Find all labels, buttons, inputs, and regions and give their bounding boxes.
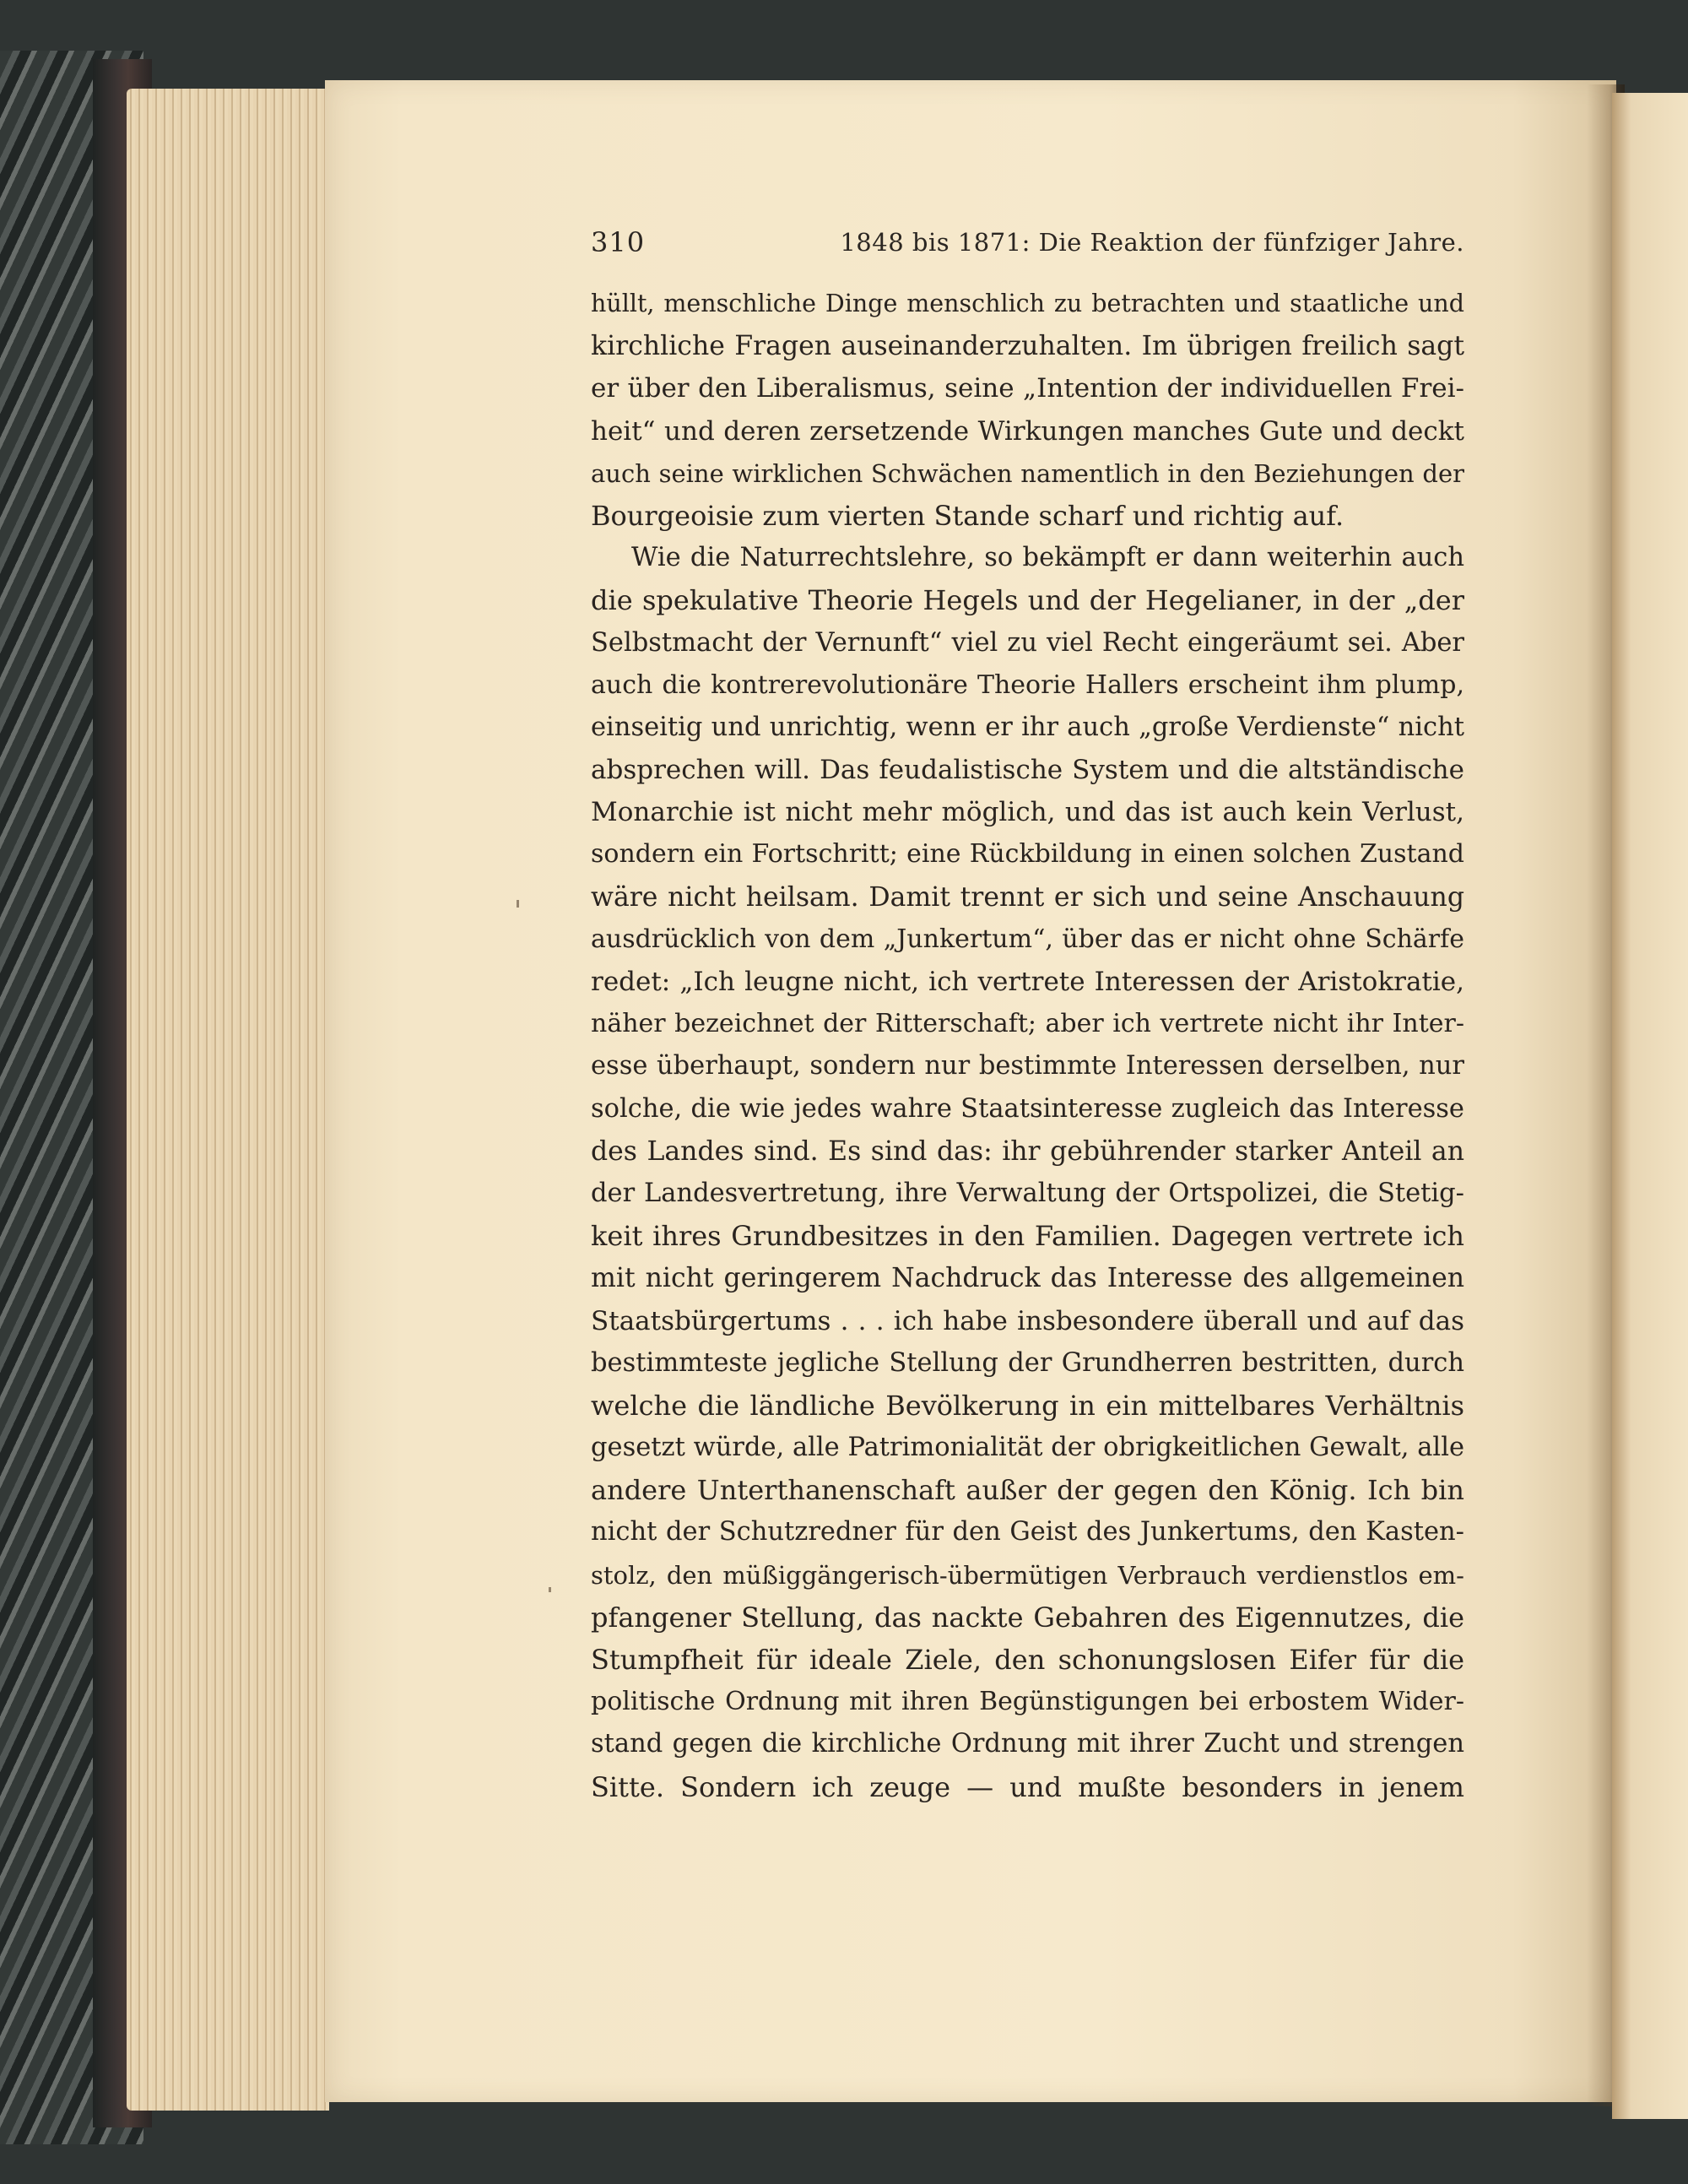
text-line: solche, die wie jedes wahre Staatsinteresse zugleich das Interesse	[591, 1093, 1464, 1124]
text-line: nicht der Schutzredner für den Geist des Junkertums, den Kasten-	[591, 1517, 1464, 1547]
text-line: sondern ein Fortschritt; eine Rückbildung in einen solchen Zustand	[591, 839, 1464, 870]
text-line: wäre nicht heilsam. Damit trennt er sich und seine Anschauung	[591, 881, 1464, 913]
text-line: Selbstmacht der Vernunft“ viel zu viel Recht eingeräumt sei. Aber	[591, 627, 1464, 658]
page-number: 310	[591, 226, 646, 258]
running-head-title: 1848 bis 1871: Die Reaktion der fünfziger Jahre.	[840, 228, 1464, 257]
text-line: kirchliche Fragen auseinanderzuhalten. Im übrigen freilich sagt	[591, 331, 1464, 362]
page-stack-edges	[127, 89, 329, 2111]
text-line: hüllt, menschliche Dinge menschlich zu betrachten und staatliche und	[591, 290, 1464, 317]
text-line: gesetzt würde, alle Patrimonialität der obrigkeitlichen Gewalt, alle	[591, 1433, 1464, 1463]
text-line: Staatsbürgertums . . . ich habe insbesondere überall und auf das	[591, 1305, 1464, 1336]
text-line: Sitte. Sondern ich zeuge — und mußte besonders in jenem	[591, 1770, 1464, 1803]
text-line: Monarchie ist nicht mehr möglich, und das ist auch kein Verlust,	[591, 797, 1464, 828]
text-line: mit nicht geringerem Nachdruck das Interesse des allgemeinen	[591, 1263, 1464, 1294]
text-line: stand gegen die kirchliche Ordnung mit ihrer Zucht und strengen	[591, 1729, 1464, 1759]
text-line: näher bezeichnet der Ritterschaft; aber ich vertrete nicht ihr Inter-	[591, 1009, 1464, 1039]
text-line: esse überhaupt, sondern nur bestimmte Interessen derselben, nur	[591, 1051, 1464, 1081]
text-line: politische Ordnung mit ihren Begünstigungen bei erbostem Wider-	[591, 1687, 1464, 1717]
paper-speck	[549, 1587, 551, 1592]
text-line: stolz, den müßiggängerisch-übermütigen Verbrauch verdienstlos em-	[591, 1560, 1464, 1590]
text-line: heit“ und deren zersetzende Wirkungen manches Gute und deckt	[591, 415, 1464, 447]
body-text	[591, 283, 1464, 1808]
text-line: der Landesvertretung, ihre Verwaltung der Ortspolizei, die Stetig-	[591, 1178, 1464, 1208]
text-line: Bourgeoisie zum vierten Stande scharf und richtig auf.	[591, 499, 1344, 532]
text-line: bestimmteste jegliche Stellung der Grundherren bestritten, durch	[591, 1347, 1464, 1378]
text-line: redet: „Ich leugne nicht, ich vertrete Interessen der Aristokratie,	[591, 967, 1464, 997]
text-line: des Landes sind. Es sind das: ihr gebührender starker Anteil an	[591, 1135, 1464, 1167]
text-line: einseitig und unrichtig, wenn er ihr auch „große Verdienste“ nicht	[591, 712, 1464, 742]
text-line: pfangener Stellung, das nackte Gebahren des Eigennutzes, die	[591, 1601, 1464, 1634]
text-line: Wie die Naturrechtslehre, so bekämpft er dann weiterhin auch	[631, 543, 1464, 573]
text-line: Stumpfheit für ideale Ziele, den schonungslosen Eifer für die	[591, 1644, 1464, 1676]
running-head	[591, 221, 1464, 263]
facing-page-edge	[1612, 93, 1688, 2119]
text-line: absprechen will. Das feudalistische System und die altständische	[591, 755, 1464, 786]
text-line: er über den Liberalismus, seine „Intention der individuellen Frei-	[591, 373, 1464, 404]
text-line: ausdrücklich von dem „Junkertum“, über das er nicht ohne Schärfe	[591, 924, 1464, 954]
text-line: auch die kontrerevolutionäre Theorie Hallers erscheint ihm plump,	[591, 669, 1464, 700]
text-line: keit ihres Grundbesitzes in den Familien. Dagegen vertrete ich	[591, 1220, 1464, 1253]
text-line: andere Unterthanenschaft außer der gegen den König. Ich bin	[591, 1474, 1464, 1507]
text-line: die spekulative Theorie Hegels und der Hegelianer, in der „der	[591, 584, 1464, 617]
text-line: auch seine wirklichen Schwächen namentlich in den Beziehungen der	[591, 458, 1464, 488]
text-line: welche die ländliche Bevölkerung in ein mittelbares Verhältnis	[591, 1389, 1464, 1422]
paper-speck	[517, 900, 519, 908]
